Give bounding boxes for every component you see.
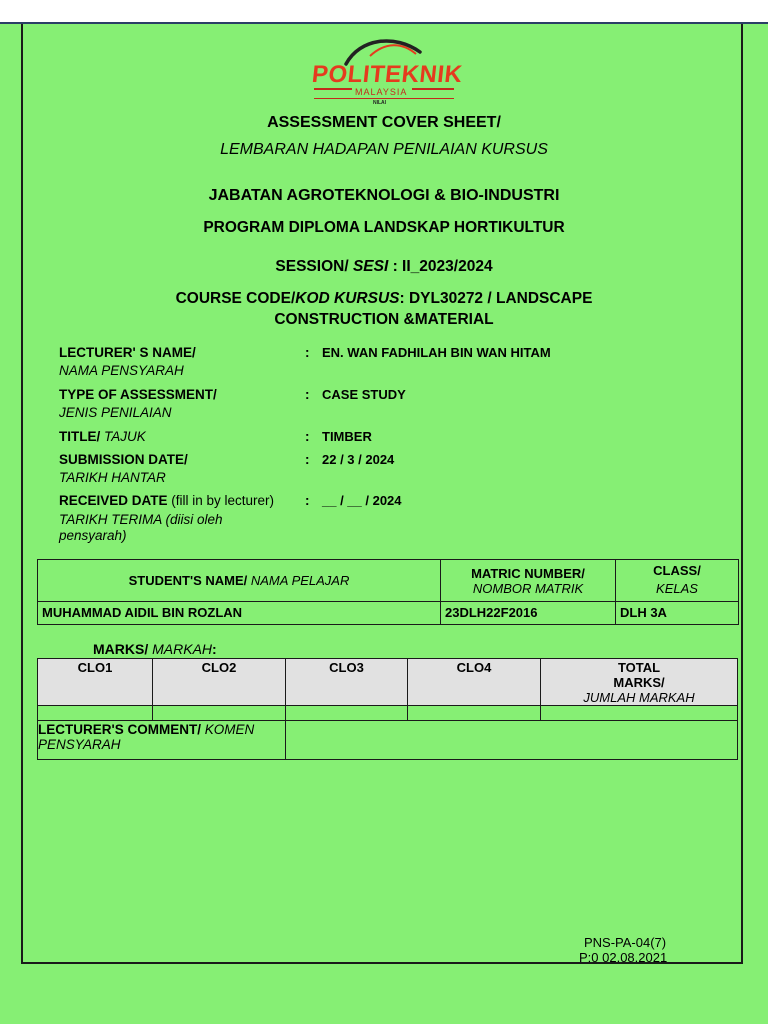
clo4-header: CLO4: [408, 659, 541, 706]
received-date-label-ms: TARIKH TERIMA (diisi oleh: [59, 512, 223, 527]
logo-campus: NILAI: [373, 100, 387, 106]
marks-label: MARKS/ MARKAH:: [93, 641, 217, 657]
received-date-label: RECEIVED DATE (fill in by lecturer): [59, 493, 275, 508]
assessment-type-value: CASE STUDY: [322, 387, 406, 402]
course-line-2: CONSTRUCTION &MATERIAL: [274, 311, 494, 328]
clo3-header: CLO3: [286, 659, 408, 706]
logo-underline: [314, 98, 454, 99]
form-code: PNS-PA-04(7): [584, 935, 667, 950]
marks-header-row: [38, 659, 738, 706]
colon: :: [305, 345, 310, 360]
matric-number: 23DLH22F2016: [441, 602, 616, 625]
page-title-ms: LEMBARAN HADAPAN PENILAIAN KURSUS: [220, 141, 548, 158]
total-mark-cell[interactable]: [541, 706, 738, 721]
total-marks-header: TOTAL MARKS/ JUMLAH MARKAH: [541, 659, 738, 706]
assessment-type-label-ms: JENIS PENILAIAN: [59, 405, 172, 420]
clo4-mark-cell[interactable]: [408, 706, 541, 721]
lecturer-label-ms: NAMA PENSYARAH: [59, 363, 184, 378]
table-row: [38, 602, 739, 625]
course-line: COURSE CODE/KOD KURSUS: DYL30272 / LANDSCAPE: [175, 290, 593, 307]
clo2-mark-cell[interactable]: [153, 706, 286, 721]
assessment-type-label: TYPE OF ASSESSMENT/: [59, 387, 217, 402]
program-name: PROGRAM DIPLOMA LANDSKAP HORTIKULTUR: [203, 219, 565, 236]
department-name: JABATAN AGROTEKNOLOGI & BIO-INDUSTRI: [208, 187, 560, 204]
table-header-row: [38, 560, 739, 602]
colon: :: [305, 387, 310, 402]
clo1-mark-cell[interactable]: [38, 706, 153, 721]
title-label: TITLE/ TAJUK: [59, 429, 146, 444]
marks-entry-row: [38, 706, 738, 721]
matric-number-header: MATRIC NUMBER/ NOMBOR MATRIK: [441, 560, 616, 602]
class-value: DLH 3A: [616, 602, 739, 625]
submission-date-value: 22 / 3 / 2024: [322, 452, 395, 467]
student-table: [37, 559, 739, 625]
clo3-mark-cell[interactable]: [286, 706, 408, 721]
submission-date-label: SUBMISSION DATE/: [59, 452, 188, 467]
form-revision: P:0 02.08.2021: [579, 950, 668, 965]
politeknik-logo: [300, 30, 470, 110]
page-title: ASSESSMENT COVER SHEET/: [267, 114, 501, 131]
top-bar: [0, 0, 768, 24]
comment-row: [38, 721, 738, 760]
lecturer-label: LECTURER' S NAME/: [59, 345, 196, 360]
marks-table: [37, 658, 738, 760]
submission-date-label-ms: TARIKH HANTAR: [59, 470, 166, 485]
colon: :: [305, 452, 310, 467]
title-value: TIMBER: [322, 429, 372, 444]
logo-line-right: [412, 88, 454, 90]
clo1-header: CLO1: [38, 659, 153, 706]
lecturer-value: EN. WAN FADHILAH BIN WAN HITAM: [322, 345, 551, 360]
student-name-header: STUDENT'S NAME/ NAMA PELAJAR: [38, 560, 441, 602]
logo-wordmark: POLITEKNIK: [310, 61, 464, 88]
colon: :: [305, 429, 310, 444]
clo2-header: CLO2: [153, 659, 286, 706]
student-name: MUHAMMAD AIDIL BIN ROZLAN: [38, 602, 441, 625]
logo-line-left: [314, 88, 352, 90]
session-line: SESSION/ SESI : II_2023/2024: [275, 258, 493, 275]
received-date-value: __ / __ / 2024: [322, 493, 402, 508]
colon: :: [305, 493, 310, 508]
lecturer-comment-field[interactable]: [286, 721, 738, 760]
lecturer-comment-label: LECTURER'S COMMENT/ KOMEN PENSYARAH: [38, 721, 286, 760]
class-header: CLASS/ KELAS: [616, 560, 739, 602]
logo-subtitle: MALAYSIA: [355, 87, 408, 97]
received-date-label-ms-2: pensyarah): [59, 528, 127, 543]
